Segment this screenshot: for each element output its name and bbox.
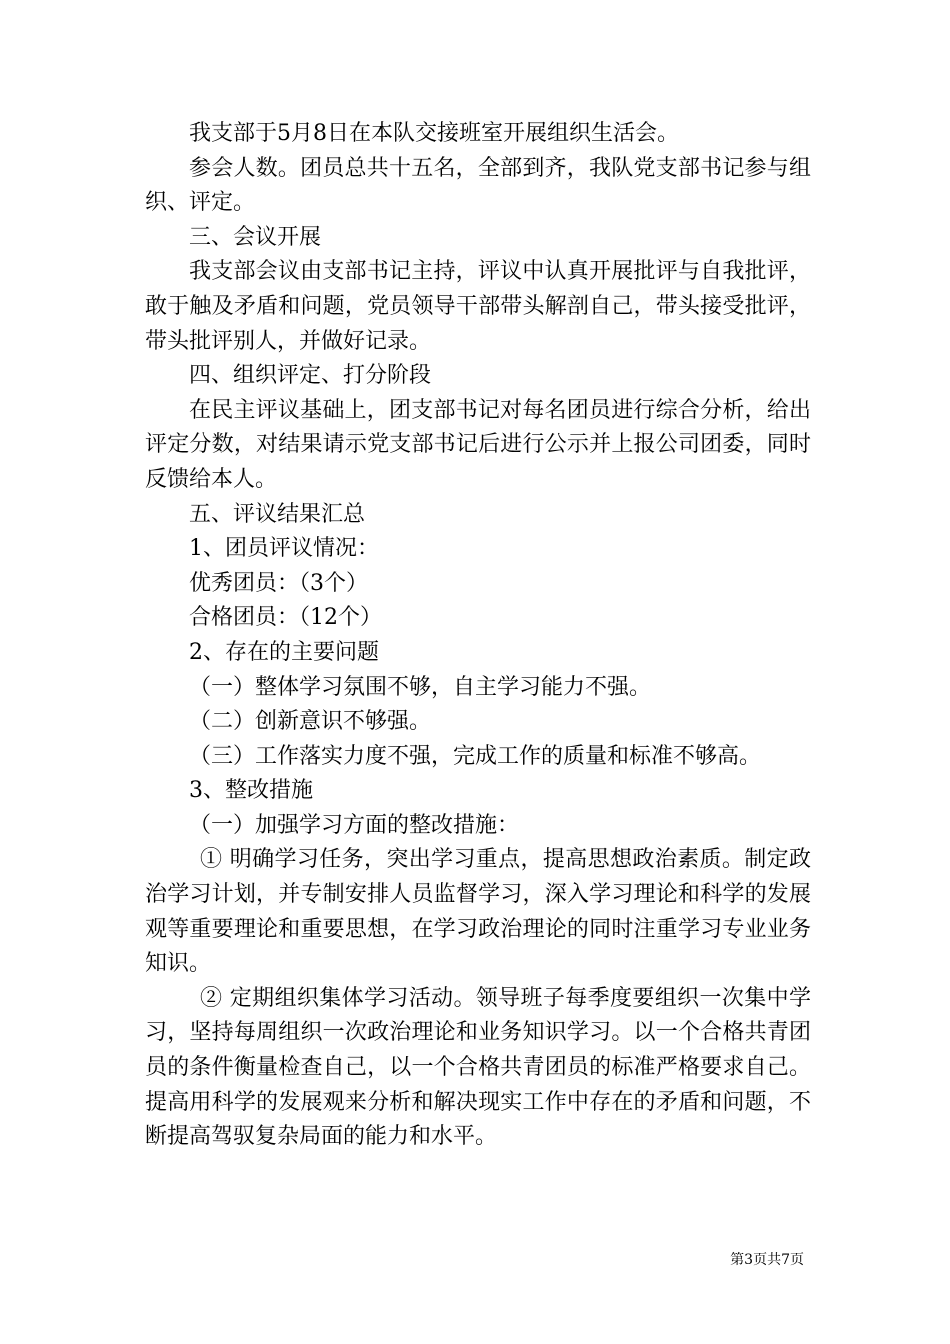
subheading-main-problems: 2、存在的主要问题	[189, 639, 379, 665]
problem-item-1: （一）整体学习氛围不够，自主学习能力不强。	[189, 674, 652, 700]
item-excellent-members: 优秀团员：（3个）	[189, 570, 368, 596]
problem-item-2: （二）创新意识不够强。	[189, 709, 432, 735]
heading-evaluation-stage: 四、组织评定、打分阶段	[189, 363, 432, 389]
paragraph-attendance: 参会人数。团员总共十五名，全部到齐，我队党支部书记参与组织、评定。	[145, 155, 811, 216]
item-qualified-members: 合格团员：（12个）	[189, 605, 382, 631]
paragraph-meeting-process: 我支部会议由支部书记主持，评议中认真开展批评与自我批评，敢于触及矛盾和问题，党员领导干部带头解剖自己，带头接受批评，带头批评别人，并做好记录。	[145, 259, 811, 354]
rectification-item-1: （一）加强学习方面的整改措施：	[189, 812, 520, 838]
measure-paragraph-1: ① 明确学习任务，突出学习重点，提高思想政治素质。制定政治学习计划，并专制安排人员监督学习，深入学习理论和科学的发展观等重要理论和重要思想，在学习政治理论的同时注重学习专业业务知识。	[145, 847, 811, 977]
problem-item-3: （三）工作落实力度不强，完成工作的质量和标准不够高。	[189, 743, 762, 769]
measure-paragraph-2: ② 定期组织集体学习活动。领导班子每季度要组织一次集中学习，坚持每周组织一次政治理论和业务知识学习。以一个合格共青团员的条件衡量检查自己，以一个合格共青团员的标准严格要求自己。提高用科学的发展观来分析和解决现实工作中存在的矛盾和问题，不断提高驾驭复杂局面的能力和水平。	[145, 985, 811, 1150]
heading-result-summary: 五、评议结果汇总	[189, 501, 366, 527]
page-number: 第3页共7页	[730, 1252, 804, 1268]
subheading-member-evaluation: 1、团员评议情况：	[189, 536, 379, 562]
paragraph-evaluation-stage: 在民主评议基础上，团支部书记对每名团员进行综合分析，给出评定分数，对结果请示党支部书记后进行公示并上报公司团委，同时反馈给本人。	[145, 397, 811, 492]
subheading-rectification: 3、整改措施	[189, 778, 313, 804]
paragraph-meeting-date: 我支部于5月8日在本队交接班室开展组织生活会。	[189, 121, 679, 146]
heading-meeting-process: 三、会议开展	[189, 224, 322, 250]
document-body	[145, 117, 811, 1155]
